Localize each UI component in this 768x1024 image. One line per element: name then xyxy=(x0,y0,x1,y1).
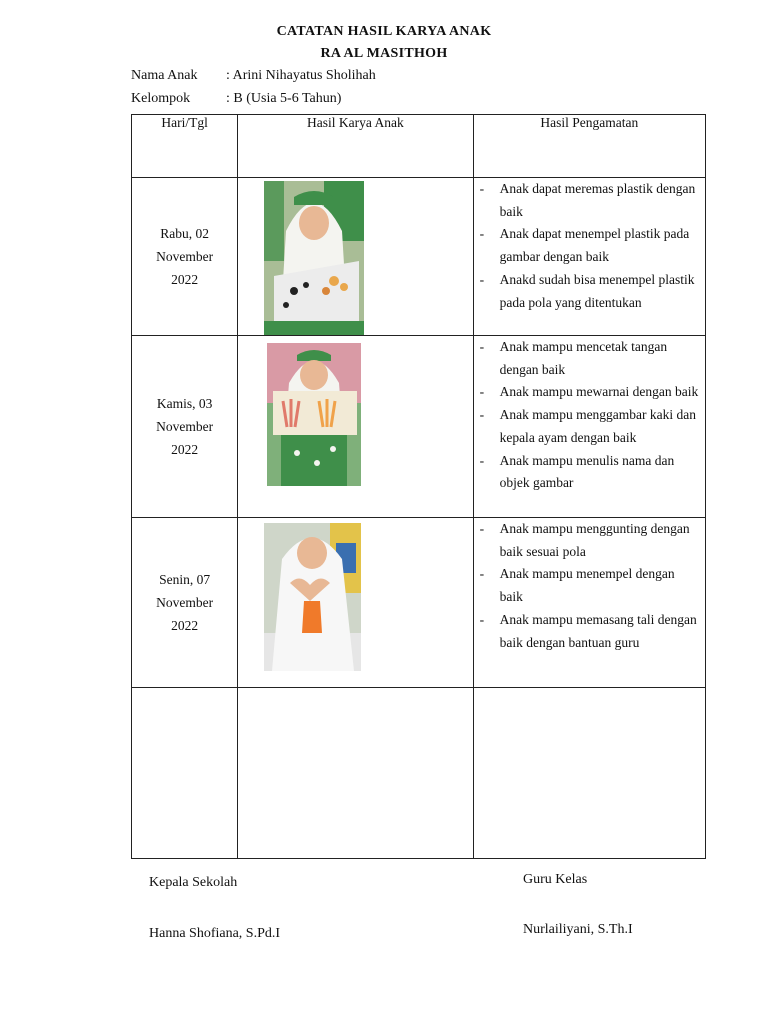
date-year: 2022 xyxy=(171,442,199,457)
observation-cell xyxy=(473,178,705,336)
date-cell xyxy=(132,336,238,518)
empty-cell xyxy=(473,688,705,859)
child-name-label: Nama Anak xyxy=(131,68,198,83)
observation-text: Anak dapat menempel plastik pada gambar dengan baik xyxy=(499,226,690,265)
observation-text: Anak mampu mencetak tangan dengan baik xyxy=(499,339,668,377)
bullet-dash: - xyxy=(479,339,485,354)
bullet-dash: - xyxy=(479,384,485,400)
child-name-value: : Arini Nihayatus Sholihah xyxy=(226,68,376,83)
list-item xyxy=(478,269,701,314)
column-header-artwork: Hasil Karya Anak xyxy=(238,115,473,178)
observation-list xyxy=(474,336,705,495)
school-name: RA AL MASITHOH xyxy=(320,46,448,61)
bullet-dash: - xyxy=(479,611,485,627)
observation-list xyxy=(474,178,705,314)
group-value: : B (Usia 5-6 Tahun) xyxy=(226,91,342,106)
bullet-dash: - xyxy=(479,271,485,287)
date-year: 2022 xyxy=(171,272,199,287)
artwork-photo xyxy=(267,343,361,486)
observation-text: Anak dapat meremas plastik dengan baik xyxy=(499,181,696,219)
column-header-observation: Hasil Pengamatan xyxy=(473,115,705,178)
observation-list xyxy=(474,518,705,654)
date-day: Senin, 07 xyxy=(159,572,211,587)
list-item xyxy=(478,518,701,563)
observation-text: Anak mampu menulis nama dan objek gambar xyxy=(499,452,675,491)
date-cell xyxy=(132,518,238,688)
bullet-dash: - xyxy=(479,452,485,468)
list-item xyxy=(478,381,701,404)
column-header-date: Hari/Tgl xyxy=(132,115,238,178)
artwork-photo xyxy=(264,523,361,671)
empty-cell xyxy=(238,688,473,859)
list-item xyxy=(478,178,701,223)
list-item xyxy=(478,609,701,654)
list-item xyxy=(478,450,701,495)
table-row xyxy=(132,518,706,688)
empty-table-row xyxy=(132,688,706,859)
date-month: November xyxy=(156,595,214,610)
list-item xyxy=(478,336,701,381)
bullet-dash: - xyxy=(479,566,485,582)
table-row xyxy=(132,178,706,336)
observation-cell xyxy=(473,518,705,688)
artwork-cell xyxy=(238,178,473,336)
date-cell xyxy=(132,178,238,336)
date-year: 2022 xyxy=(171,618,199,633)
artwork-photo xyxy=(264,181,364,335)
list-item xyxy=(478,563,701,608)
date-day: Rabu, 02 xyxy=(160,226,209,241)
observation-cell xyxy=(473,336,705,518)
teacher-title: Guru Kelas xyxy=(523,872,588,887)
teacher-name: Nurlailiyani, S.Th.I xyxy=(523,922,633,937)
observation-text: Anak mampu menggambar kaki dan kepala ayam dengan baik xyxy=(499,407,697,445)
list-item xyxy=(478,223,701,268)
date-day: Kamis, 03 xyxy=(156,396,213,411)
bullet-dash: - xyxy=(479,407,485,423)
list-item xyxy=(478,404,701,449)
artwork-cell xyxy=(238,336,473,518)
table-header-row xyxy=(132,115,706,178)
observation-text: Anak mampu menggunting dengan baik sesuai pola xyxy=(499,521,690,559)
date-month: November xyxy=(156,249,214,264)
date-month: November xyxy=(156,419,214,434)
observation-text: Anak mampu menempel dengan baik xyxy=(499,566,675,605)
group-label: Kelompok xyxy=(131,91,191,106)
table-row xyxy=(132,336,706,518)
empty-cell xyxy=(132,688,238,859)
document-title: CATATAN HASIL KARYA ANAK xyxy=(276,24,492,39)
bullet-dash: - xyxy=(479,226,485,242)
artwork-cell xyxy=(238,518,473,688)
bullet-dash: - xyxy=(479,181,485,196)
principal-name: Hanna Shofiana, S.Pd.I xyxy=(149,926,281,941)
observation-text: Anak mampu memasang tali dengan baik dengan bantuan guru xyxy=(499,611,697,650)
report-table xyxy=(131,114,706,859)
observation-text: Anak mampu mewarnai dengan baik xyxy=(499,384,699,400)
observation-text: Anakd sudah bisa menempel plastik pada pola yang ditentukan xyxy=(499,271,695,310)
bullet-dash: - xyxy=(479,521,485,536)
principal-title: Kepala Sekolah xyxy=(149,875,238,890)
